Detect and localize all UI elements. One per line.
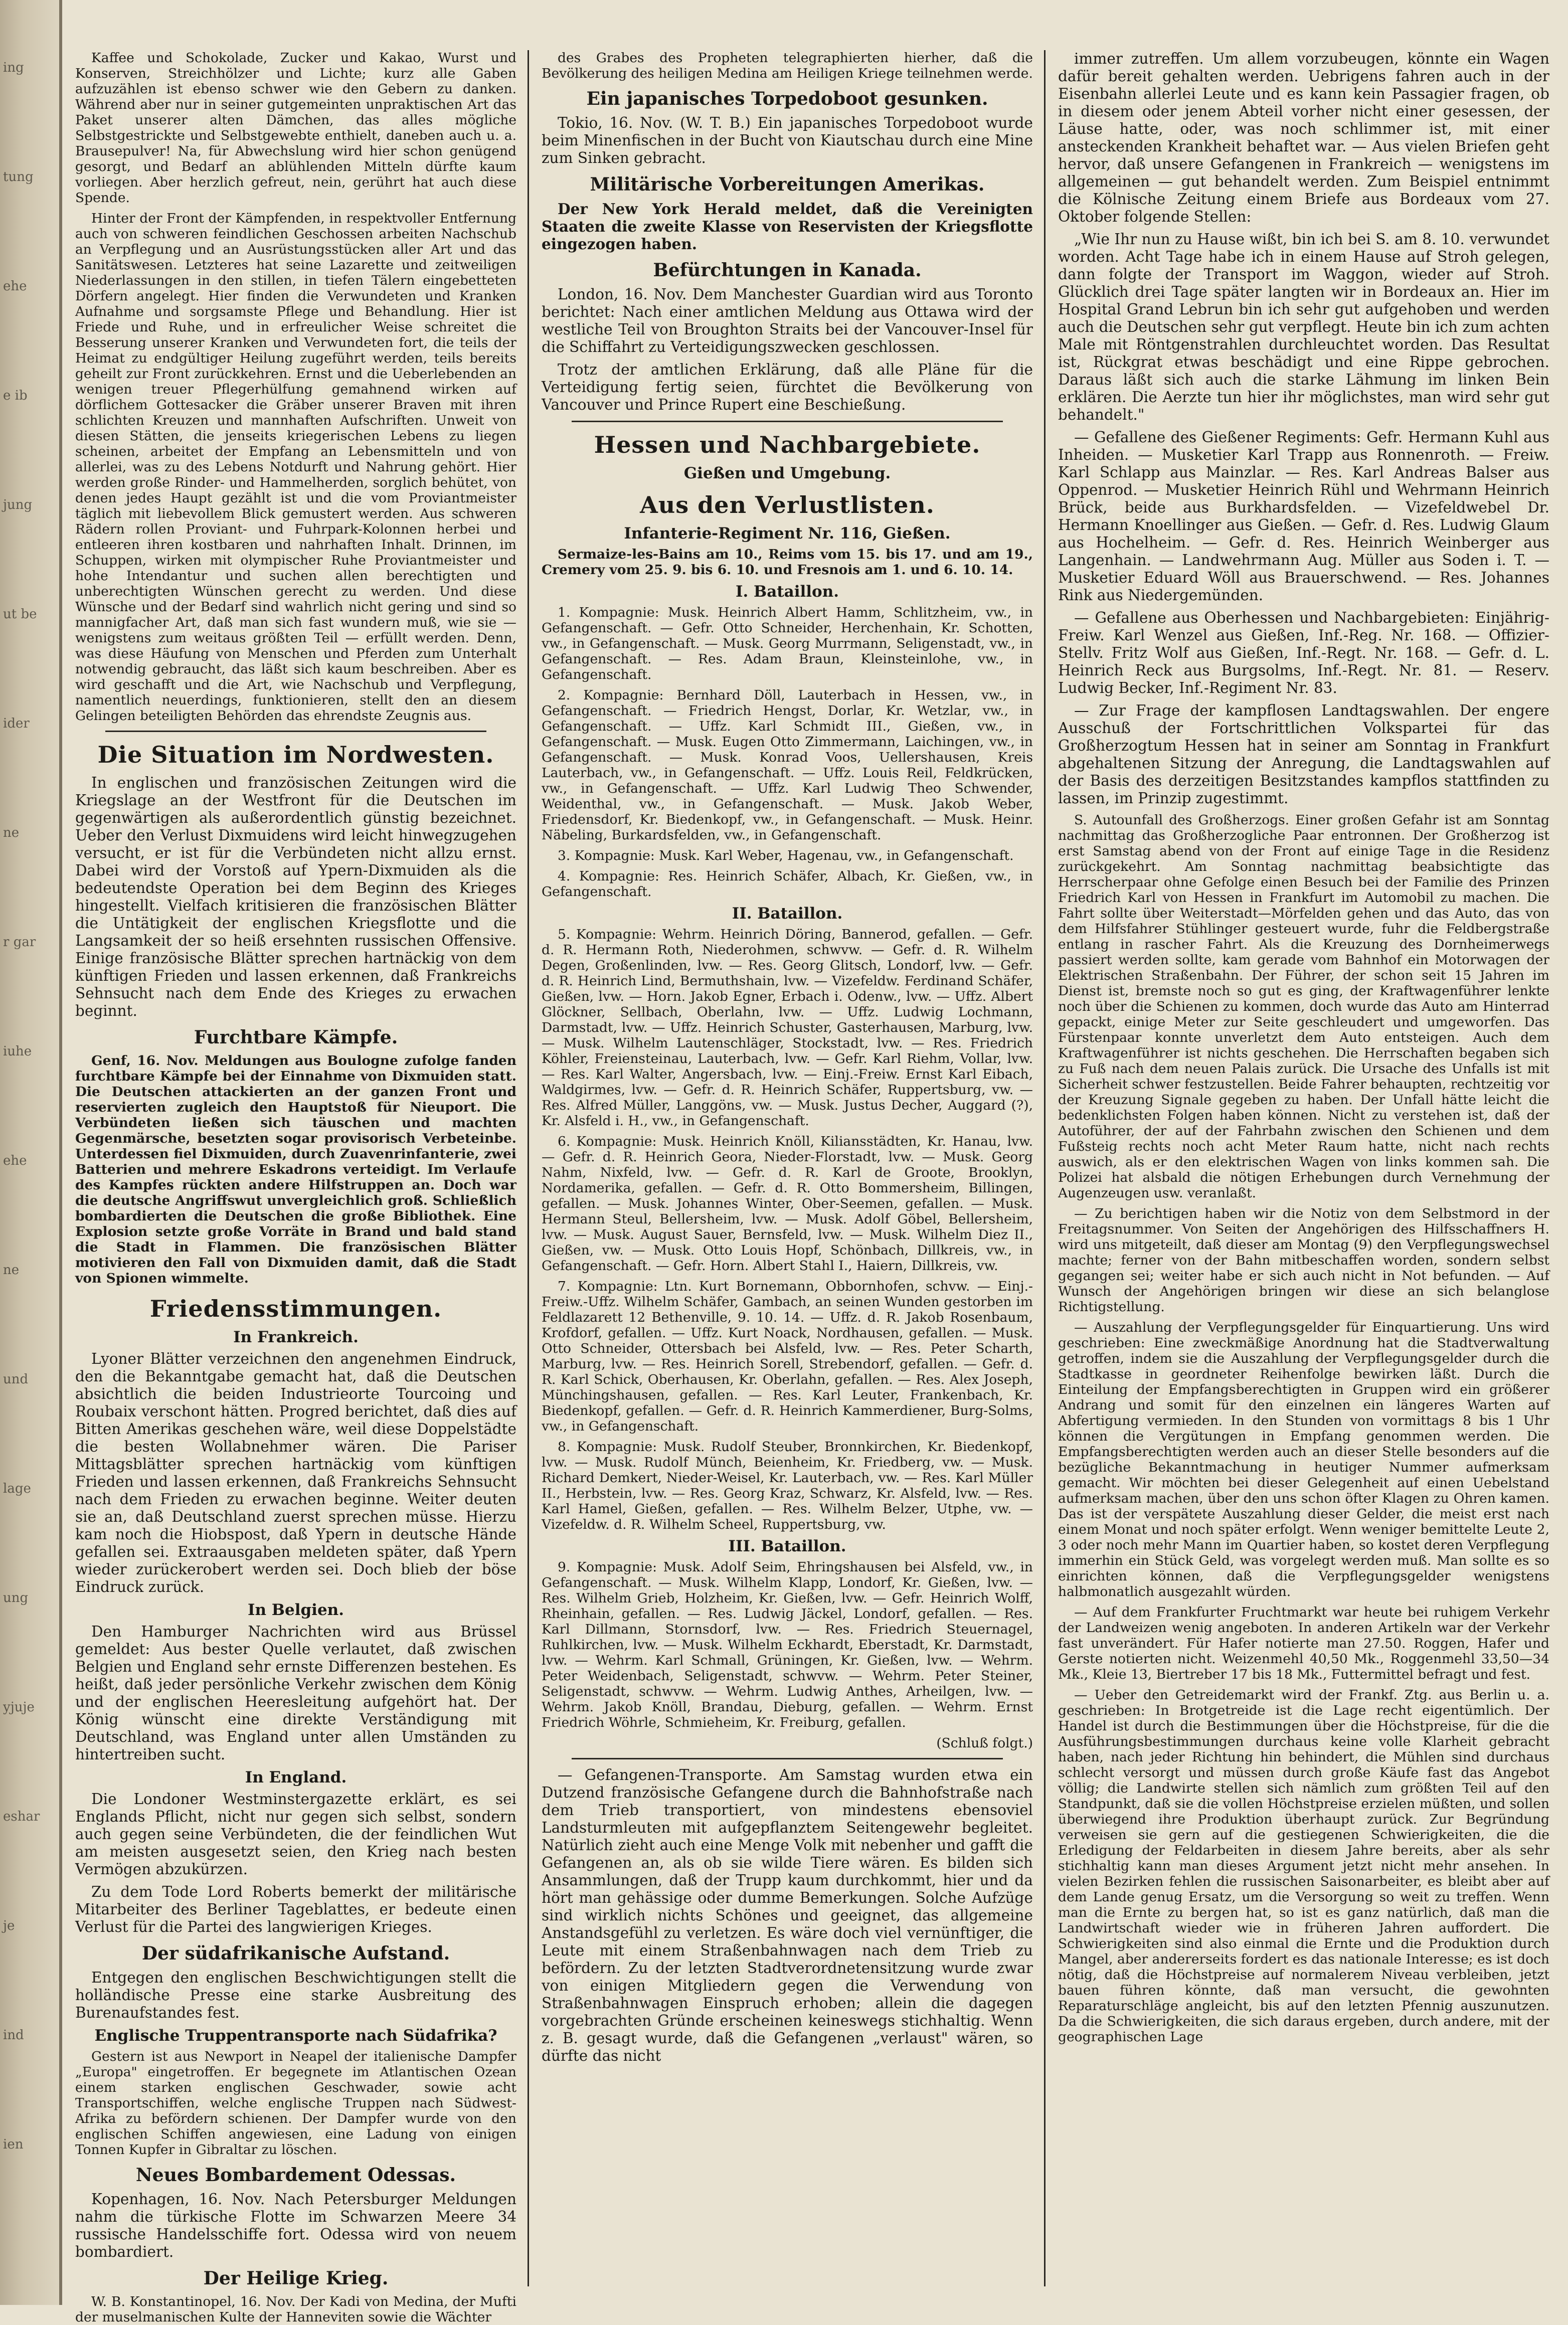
article-text: — Auszahlung der Verpflegungsgelder für Einquartierung. Uns wird geschrieben: Eine zweckmäßige Anordnung hat die Stadtverwaltung getroffen, indem sie die Auszahlung der Verpflegungsgelder durch die Stadtkasse in geordneter Reihenfolge bewirken läßt. Durch die Einteilung der Empfangsberechtigten in Gruppen wird ein größerer Andrang und somit für den einzelnen ein längeres Warten auf Abfertigung vermieden. In den Stunden von vormittags 8 bis 1 Uhr können die Vergütungen in Empfang genommen werden. Die Empfangsberechtigten werden auch an dieser Stelle besonders auf die bezügliche Bekanntmachung in heutiger Nummer aufmerksam gemacht. Wir möchten bei dieser Gelegenheit auf einen Uebelstand aufmerksam machen, über den uns schon öfter Klagen zu Ohren kamen. Das ist der verspätete Auszahlung dieser Gelder, die meist erst nach einem Monat und noch später erfolgt. Wenn weniger bemittelte Leute 2, 3 oder noch mehr Mann im Quartier haben, so kostet deren Verpflegung immerhin ein Stück Geld, was vorgelegt werden muß. Man sollte es so einrichten können, daß die Verpflegungsgelder wenigstens halbmonatlich ausgezahlt würden. [1058, 1320, 1549, 1599]
article-text: Lyoner Blätter verzeichnen den angenehmen Eindruck, den die Bekanntgabe gemacht hat, daß die Deutschen absichtlich die beiden Industrieorte Tourcoing und Roubaix verschont hätten. Progred berichtet, daß dies auf Bitten Amerikas geschehen wäre, weil diese Doppelstädte die besten Wollabnehmer wären. Die Pariser Mittagsblätter sprechen hartnäckig vom künftigen Frieden und lassen erkennen, daß Frankreichs Sehnsucht nach dem Frieden zu erwachen beginne. Weiter deuten sie an, daß Deutschland zuerst sprechen müsse. Hierzu kam noch die Hiobspost, daß Ypern in deutsche Hände gefallen sei. Extraausgaben meldeten später, daß Ypern wieder zurückerobert werden sei. Doch blieb der böse Eindruck zurück. [75, 1350, 516, 1595]
headline-verlustlisten: Aus den Verlustlisten. [640, 491, 935, 518]
article-text: Den Hamburger Nachrichten wird aus Brüssel gemeldet: Aus bester Quelle verlautet, daß zwischen Belgien und England sehr ernste Differenzen bestehen. Es heißt, daß jeder persönliche Verkehr zwischen dem König und der englischen Heeresleitung aufgehört hat. Der König wünscht eine direkte Verständigung mit Deutschland, was England unter allen Umständen zu hintertreiben sucht. [75, 1623, 516, 1763]
edge-text-fragment: yjuje [3, 1700, 35, 1715]
edge-text-fragment: tung [3, 169, 34, 185]
edge-text-fragment: ne [3, 825, 20, 840]
column-3 [1058, 50, 1549, 2291]
article-text: In englischen und französischen Zeitungen wird die Kriegslage an der Westfront für die Deutschen im gegenwärtigen als außerordentlich günstig bezeichnet. Ueber den Verlust Dixmuidens wird leicht hinwegzugehen versucht, er ist für die Verbündeten nicht allzu ernst. Dabei wird der Vorstoß auf Ypern-Dixmuiden als die bedeutendste Operation bei dem Beginn des Krieges hingestellt. Vielfach kritisieren die französischen Blätter die Untätigkeit der englischen Kriegsflotte und die Langsamkeit der so heiß ersehnten russischen Offensive. Einige französische Blätter sprechen hartnäckig von dem künftigen Frieden und lassen erkennen, daß Frankreichs Sehnsucht nach dem Ende des Krieges zu erwachen beginnt. [75, 774, 516, 1019]
article-text: Kaffee und Schokolade, Zucker und Kakao, Wurst und Konserven, Streichhölzer und Lichte; kurz alle Gaben aufzuzählen ist ebenso schwer wie den Gebern zu danken. Während aber nur in seiner gutgemeinten unpraktischen Art das Paket unserer alten Dämchen, das alles mögliche Selbstgestrickte und Selbstgewebte enthielt, daneben auch u. a. Brausepulver! Na, für Abwechslung wird hier schon genügend gesorgt, und Bedarf an ablühlenden Mitteln dürfte kaum vorliegen. Aber herzlich gefreut, nein, gerührt hat auch diese Spende. [75, 50, 516, 206]
battalion-heading: II. Bataillon. [732, 905, 843, 923]
article-text: Hinter der Front der Kämpfenden, in respektvoller Entfernung auch von schweren feindlichen Geschossen arbeiten Nachschub an Verpflegung und an Ausrüstungsstücken aller Art und das Sanitätswesen. Letzteres hat seine Lazarette und zeitweiligen Niederlassungen in den stillen, in tiefen Tälern eingebetteten Dörfern angelegt. Hier finden die Verwundeten und Kranken Aufnahme und sorgsamste Pflege und Behandlung. Hier ist Friede und Ruhe, und in erfreulicher Weise schreitet die Besserung unserer Kranken und Verwundeten fort, die teils der Heimat zu endgültiger Heilung zugeführt werden, teils bereits geheilt zur Front zurückkehren. Ernst und die Ueberlebenden an wenigen treuer Pflegerhülfung gemahnend wirken auf dörflichem Gottesacker die Gräber unserer Braven mit ihren schlichten Kreuzen und mannhaften Aufschriften. Unweit von diesen Stätten, die jenseits kriegerischen Lebens zu liegen scheinen, arbeitet der Empfang an Lebensmitteln und von allerlei, was zu des Lebens Notdurft und Nahrung gehört. Hier werden große Rinder- und Hammelherden, sorglich behütet, von denen jedes Haupt gezählt ist und die vom Proviantmeister täglich mit liebevollem Blick gemustert werden. Aus schweren Rädern rollen Proviant- und Fuhrpark-Kolonnen herbei und entleeren ihren kostbaren und nahrhaften Inhalt. Drinnen, im Schuppen, wirken mit olympischer Ruhe Proviantmeister und hohe Intendantur und suchen allen berechtigten und unberechtigten Wünschen gerecht zu werden. Und diese Wünsche und der Bedarf sind wahrlich nicht gering und sind so mannigfacher Art, daß man sich fast wundern muß, wie sie — wenigstens zum weitaus größten Teil — erfüllt werden. Denn, was diese Häufung von Menschen und Pferden zum Unterhalt notwendig gebraucht, das läßt sich kaum beschreiben. Aber es wird geschafft und die Art, wie Nachschub und Verpflegung, namentlich neuerdings, funktionieren, stellt den an diesem Gelingen beteiligten Behörden das ehrendste Zeugnis aus. [75, 211, 516, 724]
edge-text-fragment: jung [3, 497, 33, 512]
edge-text-fragment: ehe [3, 1153, 27, 1168]
headline-torpedoboot: Ein japanisches Torpedoboot gesunken. [586, 88, 988, 109]
article-text: Die Londoner Westminstergazette erklärt, es sei Englands Pflicht, nicht nur gegen sich selbst, sondern auch gegen seine Verbündeten, die der feindlichen Wut am meisten ausgesetzt seien, den Krieg nach besten Vermögen abzukürzen. [75, 1791, 516, 1878]
edge-text-fragment: e ib [3, 388, 28, 403]
article-text: W. B. Konstantinopel, 16. Nov. Der Kadi von Medina, der Mufti der muselmanischen Kulte der Hanneviten sowie die Wächter [75, 2294, 516, 2325]
casualty-list: 7. Kompagnie: Ltn. Kurt Bornemann, Obbornhofen, schvw. — Einj.-Freiw.-Uffz. Wilhelm Schäfer, Gambach, an seinen Wunden gestorben im Feldlazarett 12 Bethenville, 9. 10. 14. — Uffz. d. R. Jakob Rosenbaum, Krofdorf, gefallen. — Uffz. Kurt Noack, Nordhausen, gefallen. — Musk. Otto Schneider, Ottersbach bei Alsfeld, lvw. — Res. Peter Scharth, Marburg, lvw. — Res. Heinrich Sorell, Strebendorf, gefallen. — Gefr. d. R. Karl Schick, Oberhausen, Kr. Oberlahn, gefallen. — Res. Alex Joseph, Münchingshausen, gefallen. — Res. Karl Leuter, Frankenbach, Kr. Biedenkopf, gefallen. — Gefr. d. R. Heinrich Kammerdiener, Burg-Solms, vw., in Gefangenschaft. [542, 1279, 1033, 1434]
headline-odessa: Neues Bombardement Odessas. [135, 2165, 456, 2186]
casualty-list: 1. Kompagnie: Musk. Heinrich Albert Hamm, Schlitzheim, vw., in Gefangenschaft. — Gefr. Otto Schneider, Herchenhain, Kr. Schotten, vw., in Gefangenschaft. — Musk. Georg Murrmann, Seligenstadt, vw., in Gefangenschaft. — Res. Adam Braun, Kleinsteinlohe, vw., in Gefangenschaft. [542, 605, 1033, 682]
article-text: „Wie Ihr nun zu Hause wißt, bin ich bei S. am 8. 10. verwundet worden. Acht Tage habe ich in einem Hause auf Stroh gelegen, dann folgte der Transport im Waggon, wieder auf Stroh. Glücklich drei Tage später langten wir in Bordeaux an. Hier im Hospital Grand Lebrun bin ich sehr gut aufgehoben und werden auch die Deutschen sehr gut verpflegt. Heute bin ich zum achten Male mit Röntgenstrahlen durchleuchtet worden. Das Resultat ist, Rückgrat etwas beschädigt und eine Rippe gebrochen. Daraus läßt sich auch die starke Lähmung im linken Bein erklären. Die Aerzte tun hier ihr möglichstes, man wird sehr gut behandelt." [1058, 231, 1549, 423]
article-text: — Ueber den Getreidemarkt wird der Frankf. Ztg. aus Berlin u. a. geschrieben: In Brotgetreide ist die Lage recht eigentümlich. Der Handel ist durch die Bestimmungen über die Höchstpreise, für die die Ausführungsbestimmungen durchaus keine volle Klarheit gebracht haben, nach jeder Richtung hin behindert, die Mühlen sind durchaus schlecht versorgt und müssen durch große Käufe fast das Angebot völlig; die Landwirte stellen sich nämlich zum größten Teil auf den Standpunkt, daß sie die vollen Höchstpreise erzielen müßten, und sollen überwiegend ihre Produktion überhaupt zurück. Zur Begründung verweisen sie gern auf die gestiegenen Schwierigkeiten, die die Erledigung der Feldarbeiten in diesem Jahre bereits, aber als sehr stichhaltig kann man dieses Argument jetzt nicht mehr ansehen. In vielen Bezirken fehlen die russischen Saisonarbeiter, es bleibt aber auf dem Lande genug Ersatz, um die Versorgung so weit zu treffen. Wenn man die Ernte zu bergen hat, so ist es ganz natürlich, daß man die Landwirtschaft wieder wie in früheren Jahren auffordert. Die Schwierigkeiten sind also einmal die Ernte und die Produktion durch Mangel, aber andererseits fordert es das nationale Interesse; es ist doch nötig, daß die Höchstpreise auf normalerem Niveau verbleiben, jetzt bauen führen könnte, daß man versucht, die gewohnten Reparaturschläge angleicht, bis auf den letzten Pfennig auszunutzen. Da die Schwierigkeiten, die sich daraus ergeben, durch andere, mit der geographischen Lage [1058, 1687, 1549, 2045]
article-text: — Gefallene aus Oberhessen und Nachbargebieten: Einjährig-Freiw. Karl Wenzel aus Gießen, Inf.-Reg. Nr. 168. — Offizier-Stellv. Fritz Wolf aus Gießen, Inf.-Regt. Nr. 168. — Gefr. d. L. Heinrich Reck aus Burgsolms, Inf.-Regt. Nr. 81. — Reserv. Ludwig Becker, Inf.-Regiment Nr. 83. [1058, 609, 1549, 696]
subsection-giessen: Gießen und Umgebung. [683, 464, 891, 482]
edge-text-fragment: ind [3, 2028, 24, 2043]
headline-kaempfe: Furchtbare Kämpfe. [194, 1027, 398, 1048]
edge-text-fragment: ut be [3, 607, 37, 622]
article-text: London, 16. Nov. Dem Manchester Guardian wird aus Toronto berichtet: Nach einer amtlichen Meldung aus Ottawa wird der westliche Teil von Broughton Straits bei der Vancouver-Insel für die Schiffahrt zu Verteidigungszwecken geschlossen. [542, 286, 1033, 355]
article-text: — Gefallene des Gießener Regiments: Gefr. Hermann Kuhl aus Inheiden. — Musketier Karl Trapp aus Ronnenroth. — Freiw. Karl Schlapp aus Mainzlar. — Res. Karl Andreas Balser aus Oppenrod. — Musketier Heinrich Rühl und Wehrmann Heinrich Brück, beide aus Burkhardsfelden. — Vizefeldwebel Dr. Hermann Knoellinger aus Gießen. — Gefr. d. Res. Ludwig Glaum aus Hochelheim. — Gefr. d. Res. Heinrich Weinberger aus Langenhain. — Landwehrmann Aug. Müller aus Soden i. T. — Musketier Eduard Wöll aus Brauerschwend. — Res. Johannes Rink aus Niedergemünden. [1058, 429, 1549, 604]
casualty-list: 8. Kompagnie: Musk. Rudolf Steuber, Bronnkirchen, Kr. Biedenkopf, lvw. — Musk. Rudolf Münch, Beienheim, Kr. Friedberg, vw. — Musk. Richard Demkert, Nieder-Weisel, Kr. Lauterbach, vw. — Res. Karl Müller II., Herbstein, lvw. — Res. Georg Kraz, Schwarz, Kr. Alsfeld, lvw. — Res. Karl Hamel, Gießen, gefallen. — Res. Wilhelm Belzer, Utphe, vw. — Vizefeldw. d. R. Wilhelm Scheel, Ruppertsburg, vw. [542, 1439, 1033, 1532]
casualty-list: 5. Kompagnie: Wehrm. Heinrich Döring, Bannerod, gefallen. — Gefr. d. R. Hermann Roth, Niederohmen, schwvw. — Gefr. d. R. Wilhelm Degen, Großenlinden, lvw. — Res. Georg Glitsch, Londorf, lvw. — Gefr. d. R. Heinrich Lind, Bermuthshain, lvw. — Vizefeldw. Ferdinand Schäfer, Gießen, lvw. — Horn. Jakob Egner, Erbach i. Odenw., lvw. — Uffz. Albert Glöckner, Sellbach, Oberlahn, lvw. — Uffz. Ludwig Lochmann, Darmstadt, lvw. — Uffz. Heinrich Schuster, Gasterhausen, Marburg, lvw. — Musk. Wilhelm Lautenschläger, Stockstadt, lvw. — Res. Friedrich Köhler, Freiensteinau, Lauterbach, lvw. — Gefr. Karl Riehm, Vollar, lvw. — Res. Karl Walter, Angersbach, lvw. — Einj.-Freiw. Ernst Karl Eibach, Waldgirmes, lvw. — Gefr. d. R. Heinrich Schäfer, Ruppertsburg, vw. — Res. Alfred Müller, Langgöns, vw. — Musk. Justus Decher, Auggard (?), Kr. Alsfeld i. H., vw., in Gefangenschaft. [542, 927, 1033, 1129]
adjacent-page-edge [0, 0, 62, 2305]
subheadline-belgien: In Belgien. [247, 1601, 344, 1619]
column-rule [1044, 50, 1046, 2286]
article-text: Kopenhagen, 16. Nov. Nach Petersburger Meldungen nahm die türkische Flotte im Schwarzen Meere 34 russische Handelsschiffe fort. Odessa wird von neuem bombardiert. [75, 2191, 516, 2260]
headline-amerika: Militärische Vorbereitungen Amerikas. [590, 174, 985, 195]
article-text: S. Autounfall des Großherzogs. Einer großen Gefahr ist am Sonntag nachmittag das Großherzogliche Paar entronnen. Der Großherzog ist erst Samstag abend von der Front auf einige Tage in die Residenz zurückgekehrt. Am Sonntag nachmittag beabsichtigte das Herrscherpaar ohne Gefolge einen Besuch bei der Familie des Prinzen Friedrich Karl von Hessen in Frankfurt im Automobil zu machen. Die Fahrt sollte über Weiterstadt—Mörfelden gehen und das Auto, das von dem Hilfsfahrer Stühlinger gesteuert wurde, fuhr die Feldbergstraße entlang in rascher Fahrt. Als die Kreuzung des Dornheimerwegs passiert werden sollte, kam gerade vom Bahnhof ein Motorwagen der Elektrischen Straßenbahn. Der Führer, der schon seit 15 Jahren im Dienst ist, bremste noch so gut es ging, der Kraftwagenführer lenkte noch über die Schienen zu kommen, doch wurde das Auto am Hinterrad gepackt, einige Meter zur Seite geschleudert und umgeworfen. Das Fürstenpaar konnte unverletzt dem Auto entsteigen. Auch dem Kraftwagenführer ist nichts geschehen. Die Herrschaften begaben sich zu Fuß nach dem neuen Palais zurück. Die Ursache des Unfalls ist mit Sicherheit schwer festzustellen. Beide Fahrer behaupten, rechtzeitig vor der Kreuzung Signale gegeben zu haben. Der Unfall hätte leicht die bedenklichsten Folgen haben können. Nicht zu verstehen ist, daß der Autoführer, der auf der Fahrbahn zwischen den Schienen und dem Fußsteig rechts noch acht Meter Raum hatte, nicht nach rechts auswich, als er den elektrischen Wagen von links kommen sah. Die Polizei hat alsbald die nötigen Erhebungen durch Vernehmung der Augenzeugen usw. veranlaßt. [1058, 812, 1549, 1201]
edge-text-fragment: r gar [3, 935, 36, 950]
edge-text-fragment: je [3, 1918, 15, 1933]
section-hessen: Hessen und Nachbargebiete. [594, 431, 981, 458]
casualty-list: 4. Kompagnie: Res. Heinrich Schäfer, Albach, Kr. Gießen, vw., in Gefangenschaft. [542, 868, 1033, 900]
article-text: — Zur Frage der kampflosen Landtagswahlen. Der engere Ausschuß der Fortschrittlichen Volkspartei für das Großherzogtum Hessen hat in seiner am Sonntag in Frankfurt abgehaltenen Sitzung der Anregung, die Landtagswahlen auf der Basis des derzeitigen Besitzstandes kampflos stattfinden zu lassen, im Prinzip zugestimmt. [1058, 702, 1549, 807]
edge-text-fragment: iuhe [3, 1044, 32, 1059]
headline-situation: Die Situation im Nordwesten. [97, 741, 494, 768]
headline-heiliger-krieg: Der Heilige Krieg. [203, 2268, 389, 2289]
edge-text-fragment: ien [3, 2137, 24, 2152]
separator [105, 731, 486, 732]
article-text: Der New York Herald meldet, daß die Vereinigten Staaten die zweite Klasse von Reservisten der Kriegsflotte eingezogen haben. [542, 200, 1033, 253]
article-text: Zu dem Tode Lord Roberts bemerkt der militärische Mitarbeiter des Berliner Tageblattes, er bedeute einen Verlust für die Partei des langwierigen Krieges. [75, 1883, 516, 1935]
article-text: Entgegen den englischen Beschwichtigungen stellt die holländische Presse eine starke Ausbreitung des Burenaufstandes fest. [75, 1969, 516, 2021]
headline-friedensstimmungen: Friedensstimmungen. [149, 1295, 442, 1322]
edge-text-fragment: eshar [3, 1809, 40, 1824]
edge-text-fragment: ehe [3, 279, 27, 294]
article-text: Gestern ist aus Newport in Neapel der italienische Dampfer „Europa" eingetroffen. Er begegnete im Atlantischen Ozean einem starken englischen Geschwader, sowie acht Transportschiffen, welche englische Truppen nach Südwest-Afrika zu befördern schienen. Der Dampfer wurde von den englischen Schiffen angewiesen, eine Ladung von einigen Tonnen Kupfer in Gibraltar zu löschen. [75, 2049, 516, 2158]
edge-text-fragment: ung [3, 1590, 29, 1605]
headline-truppentransporte: Englische Truppentransporte nach Südafrika? [94, 2027, 497, 2045]
edge-text-fragment: ider [3, 716, 30, 731]
article-text: immer zutreffen. Um allem vorzubeugen, könnte ein Wagen dafür bereit gehalten werden. Uebrigens fahren auch in der Eisenbahn allerlei Leute und es kann kein Passagier fragen, ob in diesem oder jenem Abteil vorher nicht einer gesessen, der Läuse hatte, oder, was noch schlimmer ist, mit einer ansteckenden Krankheit behaftet war. — Aus vielen Briefen geht hervor, daß unsere Gefangenen in Frankreich — wenigstens im allgemeinen — gut behandelt werden. Zum Beispiel entnimmt die Kölnische Zeitung einem Briefe aus Bordeaux vom 27. Oktober folgende Stellen: [1058, 50, 1549, 225]
casualty-list: 2. Kompagnie: Bernhard Döll, Lauterbach in Hessen, vw., in Gefangenschaft. — Friedrich Hengst, Dorlar, Kr. Wetzlar, vw., in Gefangenschaft. — Uffz. Karl Schmidt III., Gießen, vw., in Gefangenschaft. — Musk. Eugen Otto Zimmermann, Laichingen, vw., in Gefangenschaft. — Musk. Konrad Voos, Uellershausen, Kreis Lauterbach, vw., in Gefangenschaft. — Uffz. Louis Reil, Feldkrücken, vw., in Gefangenschaft. — Uffz. Karl Ludwig Theo Schwender, Weidenthal, vw., in Gefangenschaft. — Musk. Jakob Weber, Friedensdorf, Kr. Biedenkopf, vw., in Gefangenschaft. — Musk. Heinr. Näbeling, Burkardsfelden, vw., in Gefangenschaft. [542, 687, 1033, 843]
article-text: — Auf dem Frankfurter Fruchtmarkt war heute bei ruhigem Verkehr der Landweizen wenig angeboten. In anderen Artikeln war der Verkehr fast unverändert. Für Hafer notierte man 27.50. Roggen, Hafer und Gerste notierten nicht. Weizenmehl 40,50 Mk., Roggenmehl 33,50—34 Mk., Kleie 13, Biertreber 17 bis 18 Mk., Futtermittel befragt und fest. [1058, 1604, 1549, 1682]
edge-text-fragment: ing [3, 60, 24, 75]
article-text: Trotz der amtlichen Erklärung, daß alle Pläne für die Verteidigung fertig seien, fürchtet die Bevölkerung von Vancouver und Prince Rupert eine Beschießung. [542, 361, 1033, 413]
continuation-note: (Schluß folgt.) [936, 1735, 1033, 1751]
article-text: — Gefangenen-Transporte. Am Samstag wurden etwa ein Dutzend französische Gefangene durch die Bahnhofstraße nach dem Trieb transportiert, von mindestens ebensoviel Landsturmleuten mit aufgepflanztem Seitengewehr begleitet. Natürlich zieht auch eine Menge Volk mit nebenher und gafft die Gefangenen an, als ob sie wilde Tiere wären. Es bilden sich Ansammlungen, daß der Trupp kaum durchkommt, hier und da hört man gehässige oder dumme Bemerkungen. Solche Aufzüge sind wirklich nichts Schönes und geeignet, das allgemeine Anstandsgefühl zu verletzen. Es wäre doch viel vernünftiger, die Leute mit einem Straßenbahnwagen nach dem Trieb zu befördern. Zu der letzten Stadtverordnetensitzung wurde zwar von einigen Mitgliedern gegen die Verwendung von Straßenbahnwagen Einspruch erhoben; allein die dagegen vorgebrachten Gründe erscheinen keineswegs stichhaltig. Wenn z. B. gesagt wurde, daß die Gefangenen „verlaust" wären, so dürfte das nicht [542, 1766, 1033, 2064]
casualty-list: 3. Kompagnie: Musk. Karl Weber, Hagenau, vw., in Gefangenschaft. [558, 848, 1014, 863]
edge-text-fragment: und [3, 1372, 29, 1387]
subheadline-england: In England. [245, 1768, 347, 1786]
casualty-list: 9. Kompagnie: Musk. Adolf Seim, Ehringshausen bei Alsfeld, vw., in Gefangenschaft. — Musk. Wilhelm Klapp, Londorf, Kr. Gießen, lvw. — Res. Wilhelm Grieb, Holzheim, Kr. Gießen, lvw. — Gefr. Heinrich Wolff, Rheinhain, gefallen. — Res. Ludwig Jäckel, Londorf, gefallen. — Res. Karl Dillmann, Stornsdorf, lvw. — Res. Friedrich Steuernagel, Ruhlkirchen, lvw. — Musk. Wilhelm Eckhardt, Eberstadt, Kr. Darmstadt, lvw. — Wehrm. Karl Schmall, Grüningen, Kr. Gießen, lvw. — Wehrm. Peter Weidenbach, Seligenstadt, schwvw. — Wehrm. Peter Steiner, Seligenstadt, schwvw. — Wehrm. Ludwig Anthes, Arheilgen, lvw. — Wehrm. Jakob Knöll, Brandau, Dieburg, gefallen. — Wehrm. Ernst Friedrich Wöhrle, Schmieheim, Kr. Freiburg, gefallen. [542, 1559, 1033, 1730]
article-text: Genf, 16. Nov. Meldungen aus Boulogne zufolge fanden furchtbare Kämpfe bei der Einnahme von Dixmuiden statt. Die Deutschen attackierten an der ganzen Front und reservierten zugleich den Hauptstoß für Nieuport. Die Verbündeten ließen sich täuschen und machten Gegenmärsche, besetzten sogar provisorisch Verbeteinbe. Unterdessen fiel Dixmuiden, durch Zuavenrinfanterie, zwei Batterien und mehrere Eskadrons verteidigt. Im Verlaufe des Kampfes rückten andere Hilfstruppen an. Doch war die deutsche Angriffswut unvergleichlich groß. Schließlich bombardierten die Deutschen die große Bibliothek. Eine Explosion setzte große Vorräte in Brand und bald stand die Stadt in Flammen. Die französischen Blätter motivieren den Fall von Dixmuiden damit, daß die Stadt von Spionen wimmelte. [75, 1053, 516, 1286]
column-rule [528, 50, 529, 2286]
article-text: des Grabes des Propheten telegraphierten hierher, daß die Bevölkerung des heiligen Medina am Heiligen Kriege teilnehmen werde. [542, 50, 1033, 81]
subheadline-frankreich: In Frankreich. [233, 1328, 359, 1346]
column-2 [542, 50, 1033, 2291]
headline-kanada: Befürchtungen in Kanada. [653, 260, 922, 281]
casualty-list: 6. Kompagnie: Musk. Heinrich Knöll, Kiliansstädten, Kr. Hanau, lvw. — Gefr. d. R. Heinrich Geora, Nieder-Florstadt, lvw. — Musk. Georg Nahm, Nixfeld, lvw. — Gefr. d. R. Karl de Groote, Brooklyn, Nordamerika, gefallen. — Gefr. d. R. Otto Bommersheim, Billingen, gefallen. — Musk. Johannes Winter, Ober-Seemen, gefallen. — Musk. Hermann Steul, Bellersheim, lvw. — Musk. Adolf Göbel, Bellersheim, lvw. — Musk. August Sauer, Bernsfeld, lvw. — Musk. Wilhelm Diez II., Gießen, vw. — Musk. Otto Louis Hopf, Schönbach, Dillkreis, vw., in Gefangenschaft. — Gefr. Horn. Albert Stahl I., Haiern, Dillkreis, vw. [542, 1134, 1033, 1274]
battalion-heading: III. Bataillon. [728, 1537, 846, 1555]
edge-text-fragment: lage [3, 1481, 31, 1496]
headline-suedafrika: Der südafrikanische Aufstand. [141, 1943, 450, 1964]
separator [572, 421, 1003, 422]
article-text: — Zu berichtigen haben wir die Notiz von dem Selbstmord in der Freitagsnummer. Von Seiten der Angehörigen des Hilfsschaffners H. wird uns mitgeteilt, daß dieser am Montag (9) den Verpflegungswechsel machte; ferner von der Bahn mitbeschaffen worden, sondern selbst gegangen sei; weiter habe er sich auch nicht in Not befunden. — Auf Wunsch der Angehörigen bringen wir diese an sich belanglose Richtigstellung. [1058, 1206, 1549, 1315]
column-1 [75, 50, 516, 2325]
article-text: Tokio, 16. Nov. (W. T. B.) Ein japanisches Torpedoboot wurde beim Minenfischen in der Bucht von Kiautschau durch eine Mine zum Sinken gebracht. [542, 114, 1033, 166]
regiment-heading: Infanterie-Regiment Nr. 116, Gießen. [624, 524, 951, 543]
separator [572, 1758, 1003, 1759]
article-text: Sermaize-les-Bains am 10., Reims vom 15. bis 17. und am 19., Cremery vom 25. 9. bis 6. 10. und Fresnois am 1. und 6. 10. 14. [542, 547, 1033, 578]
edge-text-fragment: ne [3, 1263, 20, 1278]
battalion-heading: I. Bataillon. [735, 583, 839, 601]
